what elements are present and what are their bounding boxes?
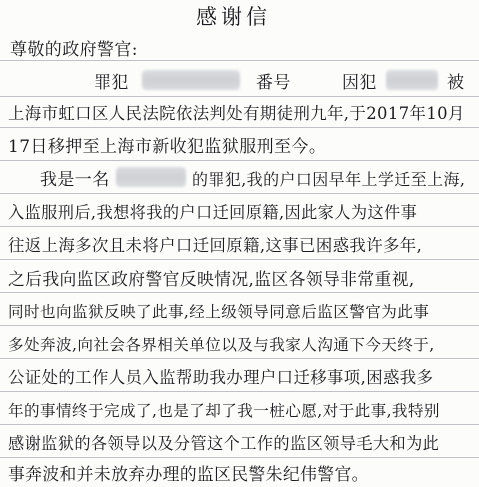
salutation: 尊敬的政府警官: (10, 40, 138, 60)
rule-line (0, 127, 479, 128)
letter-title: 感谢信 (196, 5, 271, 29)
rule-line (0, 60, 479, 61)
body-line-start: 我是一名 (40, 170, 110, 190)
rule-line (0, 160, 479, 161)
line1-by: 被 (447, 73, 465, 93)
rule-line (0, 424, 479, 425)
rule-line (0, 226, 479, 227)
rule-line (0, 358, 479, 359)
rule-line (0, 391, 479, 392)
body-line: 多处奔波,向社会各界相关单位以及与我家人沟通下今天终于, (8, 336, 435, 354)
line1-criminal: 罪犯 (94, 73, 129, 93)
line1-crime: 因犯 (342, 73, 377, 93)
body-line: 同时也向监狱反映了此事,经上级领导同意后监区警官为此事 (8, 303, 430, 321)
rule-line (0, 193, 479, 194)
body-line: 17日移押至上海市新收犯监狱服刑至今。 (8, 137, 327, 157)
redacted-crime-type (116, 167, 186, 187)
body-line-end: 的罪犯,我的户口因早年上学迁至上海, (192, 170, 466, 189)
rule-line (0, 325, 479, 326)
body-line: 事奔波和并未放弃办理的监区民警朱纪伟警官。 (8, 464, 369, 484)
rule-line (0, 96, 479, 97)
redacted-crime (386, 70, 438, 90)
body-line: 公证处的工作人员入监帮助我办理户口迁移事项,困惑我多 (8, 368, 434, 387)
rule-line (0, 457, 479, 458)
body-line: 入监服刑后,我想将我的户口迁回原籍,因此家人为这件事 (8, 203, 418, 222)
line1-number: 番号 (256, 73, 291, 93)
redacted-name (142, 70, 240, 90)
body-line: 之后我向监区政府警官反映情况,监区各领导非常重视, (8, 269, 415, 289)
rule-line (0, 259, 479, 260)
rule-line (0, 292, 479, 293)
body-line: 年的事情终于完成了,也是了却了我一桩心愿,对于此事,我特别 (8, 402, 440, 420)
body-line: 感谢监狱的各领导以及分管这个工作的监区领导毛大和为此 (8, 434, 440, 453)
body-line: 上海市虹口区人民法院依法判处有期徒刑九年,于2017年10月 (8, 104, 465, 123)
body-line: 往返上海多次且未将户口迁回原籍,这事已困惑我许多年, (8, 236, 423, 255)
